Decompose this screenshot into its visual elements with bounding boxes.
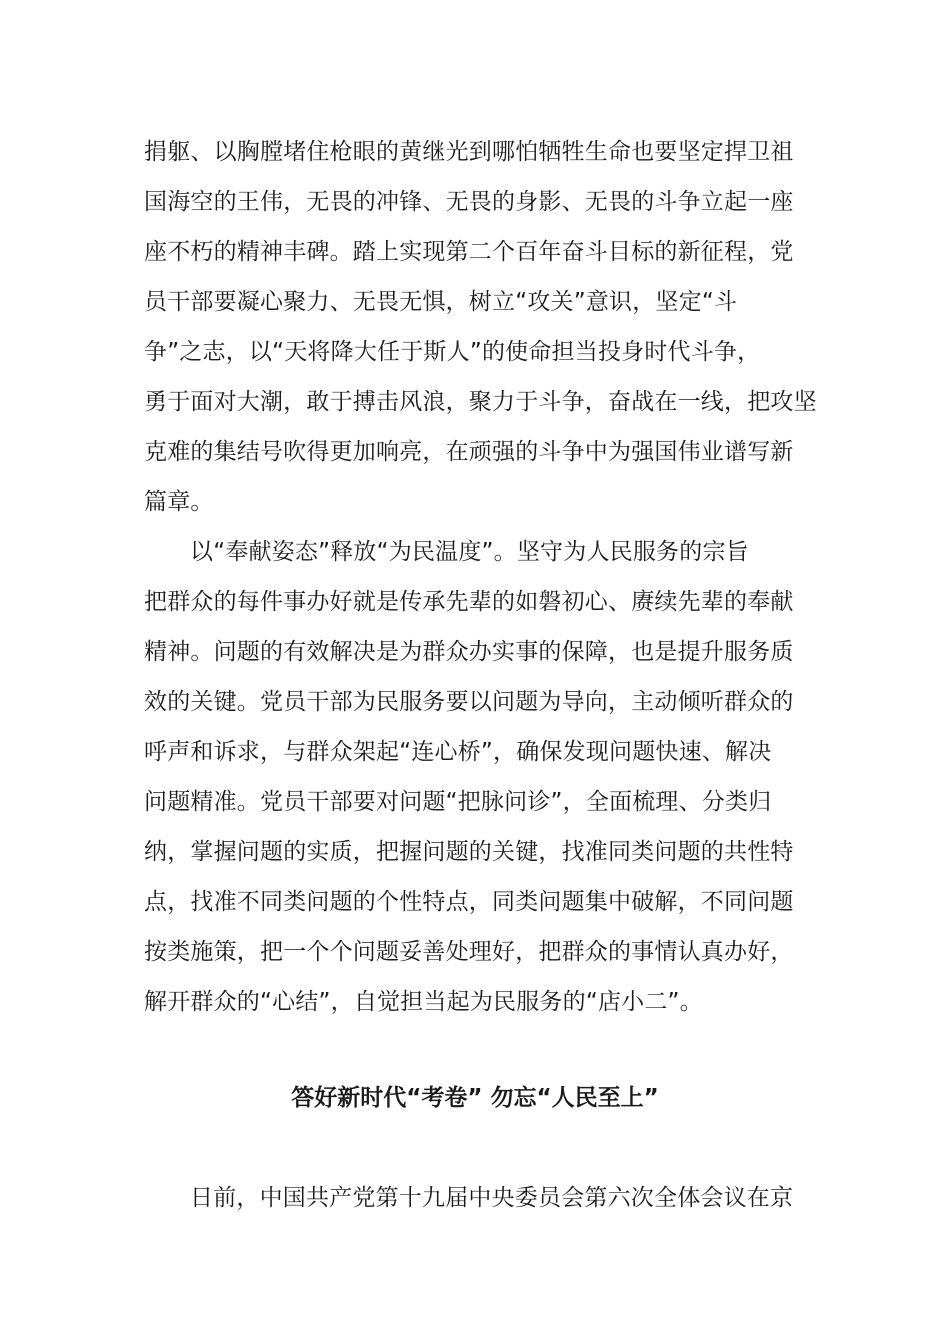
- paragraph-1-line-2: 国海空的王伟，无畏的冲锋、无畏的身影、无畏的斗争立起一座: [144, 189, 794, 215]
- paragraph-2-line-5: 呼声和诉求，与群众架起“连心桥”，确保发现问题快速、解决: [144, 739, 772, 765]
- paragraph-2-line-7: 纳，掌握问题的实质，把握问题的关键，找准同类问题的共性特: [144, 839, 794, 865]
- paragraph-1-line-7: 克难的集结号吹得更加响亮，在顽强的斗争中为强国伟业谱写新: [144, 439, 794, 465]
- paragraph-1-line-6: 勇于面对大潮，敢于搏击风浪，聚力于斗争，奋战在一线，把攻坚: [144, 389, 817, 415]
- paragraph-1-line-8: 篇章。: [144, 489, 214, 515]
- paragraph-2-line-3: 精神。问题的有效解决是为群众办实事的保障，也是提升服务质: [144, 639, 794, 665]
- section-heading: 答好新时代“考卷” 勿忘“人民至上”: [291, 1085, 659, 1111]
- paragraph-2-line-8: 点，找准不同类问题的个性特点，同类问题集中破解，不同问题: [144, 889, 794, 915]
- paragraph-1-line-1: 捐躯、以胸膛堵住枪眼的黄继光到哪怕牺牲生命也要坚定捍卫祖: [144, 139, 794, 165]
- paragraph-2-line-2: 把群众的每件事办好就是传承先辈的如磐初心、赓续先辈的奉献: [144, 589, 794, 615]
- paragraph-2-line-1: 以“奉献姿态”释放“为民温度”。坚守为人民服务的宗旨: [190, 539, 749, 565]
- paragraph-1-line-3: 座不朽的精神丰碑。踏上实现第二个百年奋斗目标的新征程，党: [144, 239, 794, 265]
- paragraph-2-line-9: 按类施策，把一个个问题妥善处理好，把群众的事情认真办好，: [144, 939, 794, 965]
- paragraph-2-line-6: 问题精准。党员干部要对问题“把脉问诊”，全面梳理、分类归: [144, 789, 772, 815]
- paragraph-1-line-5: 争”之志，以“天将降大任于斯人”的使命担当投身时代斗争，: [144, 339, 761, 365]
- paragraph-2-line-10: 解开群众的“心结”，自觉担当起为民服务的“店小二”。: [144, 989, 703, 1015]
- paragraph-1-line-4: 员干部要凝心聚力、无畏无惧，树立“攻关”意识，坚定“斗: [144, 289, 738, 315]
- paragraph-3-line-1: 日前，中国共产党第十九届中央委员会第六次全体会议在京: [190, 1185, 794, 1211]
- paragraph-2-line-4: 效的关键。党员干部为民服务要以问题为导向，主动倾听群众的: [144, 689, 794, 715]
